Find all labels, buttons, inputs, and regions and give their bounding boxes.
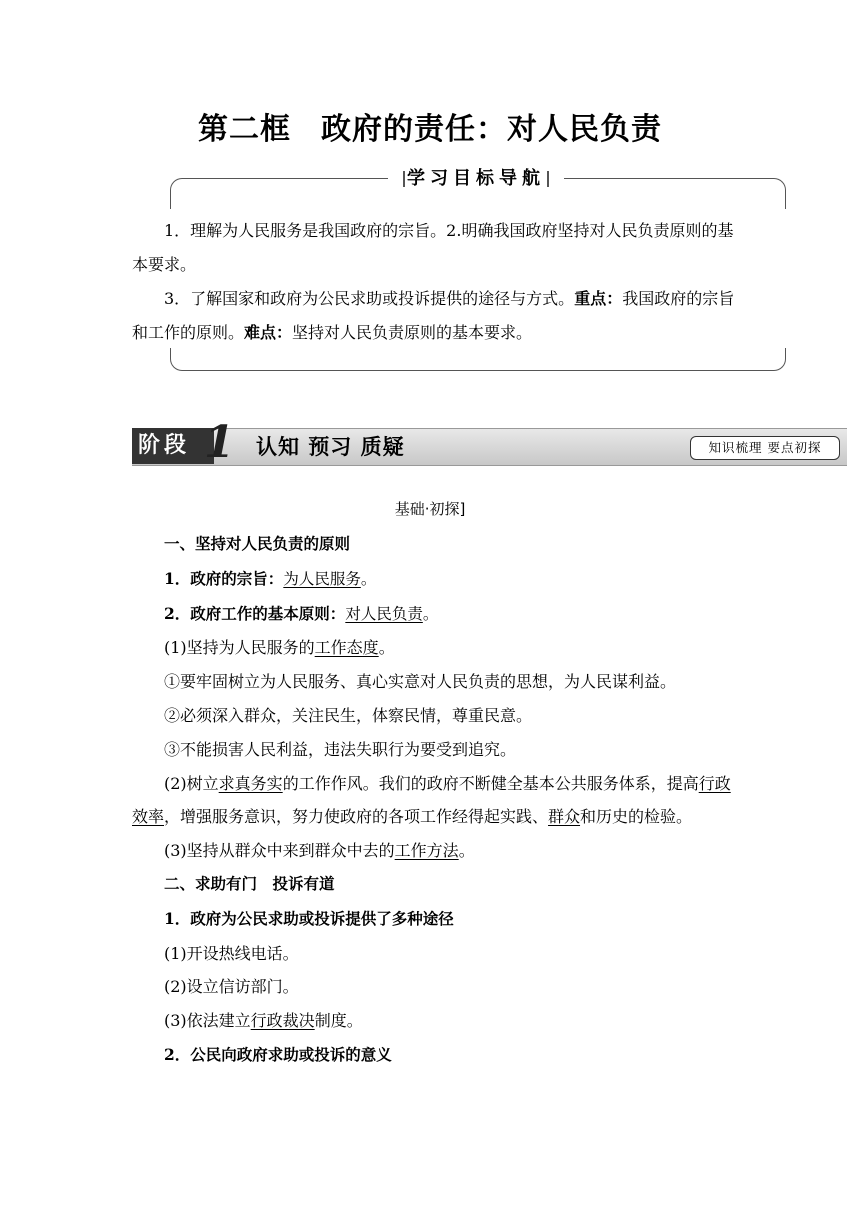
list-item: (2)设立信访部门。	[164, 977, 299, 997]
page-title-part2: 政府的责任：对人民负责	[321, 112, 662, 147]
heading-2: 二、求助有门 投诉有道	[164, 874, 335, 893]
list-item: ②必须深入群众，关注民生，体察民情，尊重民意。	[164, 705, 533, 725]
list-item: ①要牢固树立为人民服务、真心实意对人民负责的思想，为人民谋利益。	[164, 672, 677, 692]
stage-number: 1	[204, 417, 235, 468]
content-body	[132, 528, 742, 1073]
list-item: (1)坚持为人民服务的工作态度。	[164, 638, 395, 658]
list-item: 2．公民向政府求助或投诉的意义	[164, 1044, 392, 1064]
heading-1: 一、坚持对人民负责的原则	[164, 535, 351, 553]
page-title	[0, 104, 860, 148]
list-item: 1．政府为公民求助或投诉提供了多种途径	[164, 908, 454, 928]
answer-blank: 对人民负责	[345, 604, 423, 623]
objective-2: 3．了解国家和政府为公民求助或投诉提供的途径与方式。重点：我国政府的宗旨和工作的原则。难点：坚持对人民负责原则的基本要求。	[132, 289, 735, 342]
stage-tag: 知识梳理 要点初探	[690, 436, 840, 460]
list-item: ③不能损害人民利益，违法失职行为要受到追究。	[164, 739, 517, 759]
list-item: (3)依法建立行政裁决制度。	[164, 1011, 363, 1031]
stage-box: 阶段	[132, 428, 214, 464]
list-item: (3)坚持从群众中来到群众中去的工作方法。	[164, 841, 475, 861]
answer-blank: 工作方法	[394, 841, 459, 861]
section-label: 基础·初探]	[394, 500, 466, 518]
list-item: (2)树立求真务实的工作作风。我们的政府不断健全基本公共服务体系，提高行政效率，增强服务意识，努力使政府的各项工作经得起实践、群众和历史的检验。	[132, 773, 731, 827]
answer-blank: 为人民服务	[283, 569, 361, 588]
list-item: 1．政府的宗旨：为人民服务。	[164, 568, 377, 588]
stage-title: 认知 预习 质疑	[256, 435, 405, 459]
list-item: (1)开设热线电话。	[164, 943, 299, 963]
objectives-label: 学习目标导航	[388, 166, 564, 192]
answer-blank: 行政效率	[132, 773, 731, 827]
answer-blank: 求真务实	[218, 773, 283, 793]
answer-blank: 工作态度	[314, 638, 379, 658]
objectives-frame-bottom	[170, 348, 786, 371]
objective-1: 1．理解为人民服务是我国政府的宗旨。2.明确我国政府坚持对人民负责原则的基本要求。	[132, 221, 734, 274]
objectives-text	[132, 214, 742, 350]
page-title-part1: 第二框	[198, 112, 291, 147]
answer-blank: 群众	[548, 807, 581, 827]
answer-blank: 行政裁决	[250, 1011, 315, 1031]
list-item: 2．政府工作的基本原则：对人民负责。	[164, 603, 439, 623]
